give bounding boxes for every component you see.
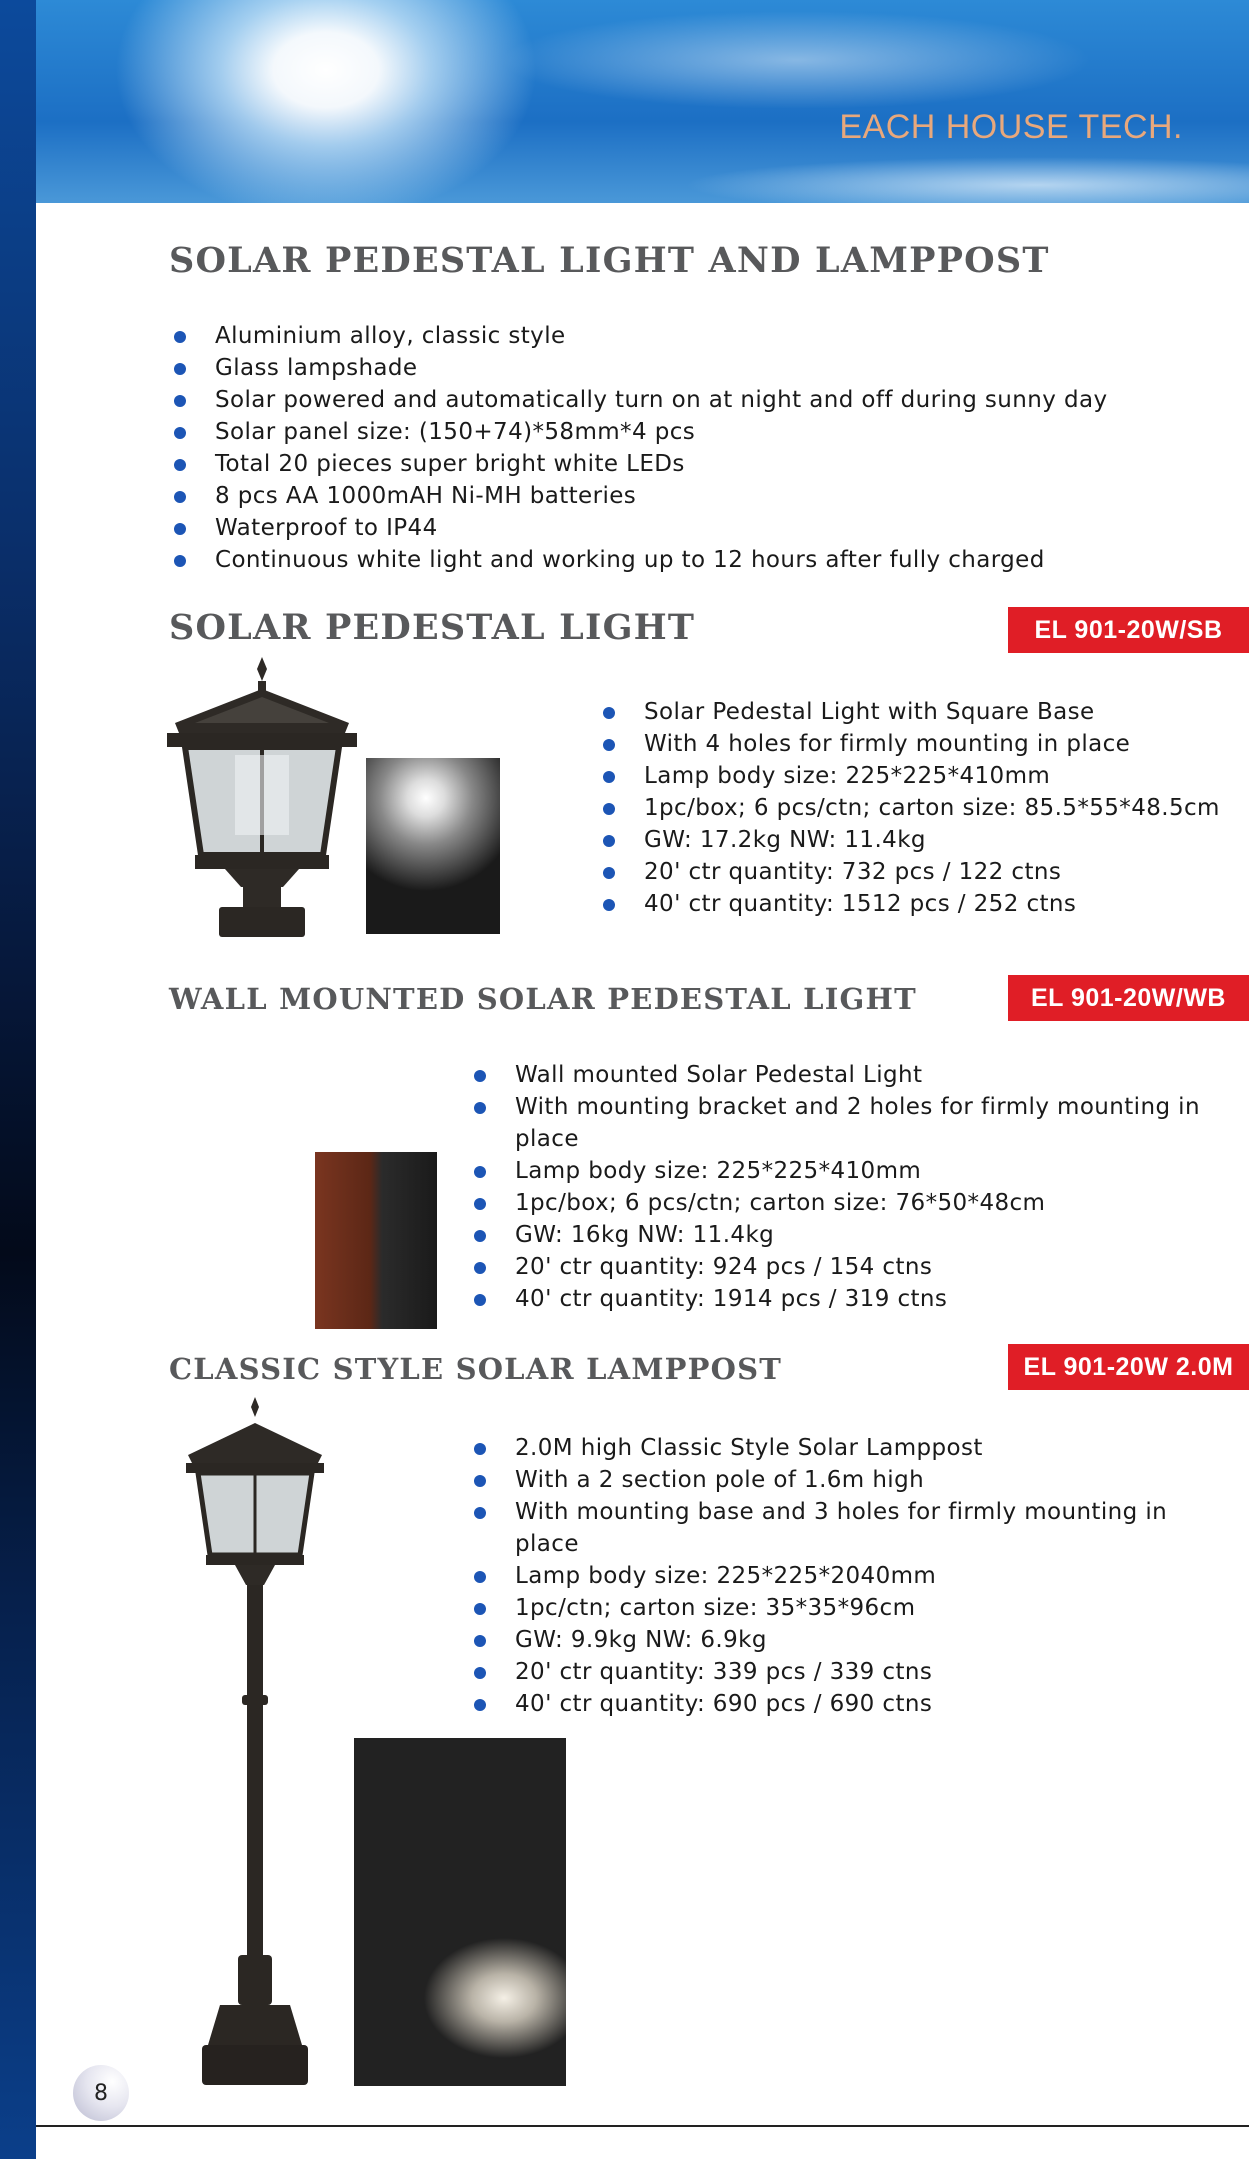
list-item: 20' ctr quantity: 924 pcs / 154 ctns bbox=[471, 1251, 1211, 1283]
wall-mounted-light-photo bbox=[315, 1152, 437, 1329]
list-item: GW: 9.9kg NW: 6.9kg bbox=[471, 1624, 1211, 1656]
list-item: Continuous white light and working up to 12 hours after fully charged bbox=[171, 544, 1171, 576]
pedestal-lamp-image bbox=[155, 655, 370, 941]
list-item: Solar Pedestal Light with Square Base bbox=[600, 696, 1220, 728]
left-color-bar bbox=[0, 0, 36, 2159]
list-item: Lamp body size: 225*225*410mm bbox=[471, 1155, 1211, 1187]
list-item: Total 20 pieces super bright white LEDs bbox=[171, 448, 1171, 480]
model-code-badge: EL 901-20W 2.0M bbox=[1008, 1344, 1249, 1390]
list-item: Solar panel size: (150+74)*58mm*4 pcs bbox=[171, 416, 1171, 448]
list-item: Lamp body size: 225*225*2040mm bbox=[471, 1560, 1211, 1592]
list-item: With mounting base and 3 holes for firmly mounting in place bbox=[471, 1496, 1211, 1560]
lamppost-specs-list bbox=[471, 1432, 1211, 1720]
lamppost-image bbox=[180, 1395, 330, 2095]
list-item: 40' ctr quantity: 1512 pcs / 252 ctns bbox=[600, 888, 1220, 920]
header-banner bbox=[36, 0, 1249, 203]
section-title-wall-mounted: WALL MOUNTED SOLAR PEDESTAL LIGHT bbox=[169, 982, 917, 1016]
model-code-badge: EL 901-20W/WB bbox=[1008, 975, 1249, 1021]
list-item: 40' ctr quantity: 1914 pcs / 319 ctns bbox=[471, 1283, 1211, 1315]
list-item: GW: 16kg NW: 11.4kg bbox=[471, 1219, 1211, 1251]
list-item: 2.0M high Classic Style Solar Lamppost bbox=[471, 1432, 1211, 1464]
section-title-classic-lamppost: CLASSIC STYLE SOLAR LAMPPOST bbox=[169, 1352, 783, 1386]
pedestal-light-night-photo bbox=[366, 758, 500, 934]
list-item: 1pc/box; 6 pcs/ctn; carton size: 76*50*48cm bbox=[471, 1187, 1211, 1219]
list-item: 20' ctr quantity: 732 pcs / 122 ctns bbox=[600, 856, 1220, 888]
model-code-badge: EL 901-20W/SB bbox=[1008, 607, 1249, 653]
list-item: Waterproof to IP44 bbox=[171, 512, 1171, 544]
features-list bbox=[171, 320, 1171, 576]
brand-name: EACH HOUSE TECH. bbox=[839, 108, 1183, 146]
list-item: Glass lampshade bbox=[171, 352, 1171, 384]
list-item: Lamp body size: 225*225*410mm bbox=[600, 760, 1220, 792]
pedestal-specs-list bbox=[600, 696, 1220, 920]
list-item: GW: 17.2kg NW: 11.4kg bbox=[600, 824, 1220, 856]
list-item: With 4 holes for firmly mounting in place bbox=[600, 728, 1220, 760]
list-item: 1pc/ctn; carton size: 35*35*96cm bbox=[471, 1592, 1211, 1624]
list-item: With mounting bracket and 2 holes for firmly mounting in place bbox=[471, 1091, 1211, 1155]
list-item: With a 2 section pole of 1.6m high bbox=[471, 1464, 1211, 1496]
list-item: 40' ctr quantity: 690 pcs / 690 ctns bbox=[471, 1688, 1211, 1720]
list-item: 1pc/box; 6 pcs/ctn; carton size: 85.5*55*48.5cm bbox=[600, 792, 1220, 824]
list-item: Solar powered and automatically turn on at night and off during sunny day bbox=[171, 384, 1171, 416]
page-number: 8 bbox=[73, 2065, 129, 2121]
section-title-solar-pedestal-light-and-lamppost: SOLAR PEDESTAL LIGHT AND LAMPPOST bbox=[169, 240, 1050, 281]
lamppost-night-photo bbox=[354, 1738, 566, 2086]
section-title-solar-pedestal-light: SOLAR PEDESTAL LIGHT bbox=[169, 607, 696, 648]
list-item: 8 pcs AA 1000mAH Ni-MH batteries bbox=[171, 480, 1171, 512]
wall-mounted-specs-list bbox=[471, 1059, 1211, 1315]
footer-rule bbox=[36, 2125, 1249, 2127]
list-item: Wall mounted Solar Pedestal Light bbox=[471, 1059, 1211, 1091]
list-item: Aluminium alloy, classic style bbox=[171, 320, 1171, 352]
list-item: 20' ctr quantity: 339 pcs / 339 ctns bbox=[471, 1656, 1211, 1688]
